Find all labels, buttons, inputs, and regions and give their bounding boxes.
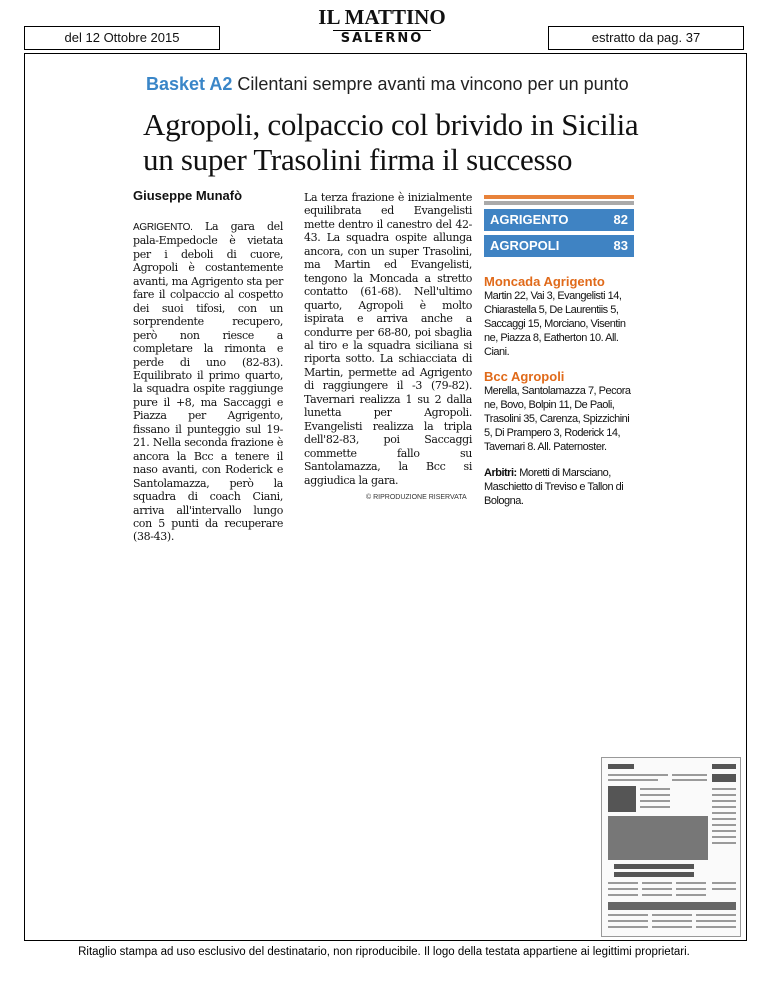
footer-notice: Ritaglio stampa ad uso esclusivo del destinatario, non riproducibile. Il logo della testata appartiene ai legittimi proprietari. [78, 946, 690, 958]
away-roster: Merella, Santolamazza 7, Pecora ne, Bovo, Bolpin 11, De Paoli, Trasolini 35, Carenza, Spizzichini 5, Di Prampero 3, Roderick 14, Tavernari 8. All. Paternoster. [484, 385, 631, 453]
thumb-line [640, 806, 670, 808]
thumb-line [712, 882, 736, 884]
thumb-line [712, 888, 736, 890]
score-row-away [484, 235, 634, 257]
newspaper-logo [312, 6, 452, 48]
article-headline [143, 107, 643, 177]
thumb-line [608, 882, 638, 884]
article-column-2 [304, 191, 472, 487]
thumb-line [696, 920, 736, 922]
section-label: Basket A2 [146, 74, 233, 94]
away-score: 83 [613, 238, 628, 253]
referees [484, 466, 634, 508]
scoreboard [484, 195, 634, 257]
column-1-text: La gara del pala-Empedocle è vietata per i deboli di cuore, Agropoli è costantemente avanti, ma Agrigento sta per fare il colpaccio al cospetto dei suoi tifosi, con un sorprendente recupero, però non riesce a completare la rimonta e perde di uno (82-83). Equilibrato il primo quarto, la squadra ospite raggiunge pure il +8, ma Saccaggi e Piazza per Agrigento, fissano il punteggio sul 19-21. Nella seconda frazione è ancora la Bcc a tenere il naso avanti, con Roderick e Santolamazza, però la squadra di coach Ciani, arriva all'intervallo lungo con 5 punti da recuperare (38-43). [133, 220, 283, 544]
thumb-photo [608, 786, 636, 812]
thumb-line [712, 824, 736, 826]
home-roster: Martin 22, Vai 3, Evangelisti 14, Chiarastella 5, De Laurentiis 5, Saccaggi 15, Morciano, Visentin ne, Piazza 8, Eatherton 10. All. Ciani. [484, 290, 626, 358]
thumb-line [712, 806, 736, 808]
away-team: AGROPOLI [490, 238, 560, 253]
scoreboard-stripe [484, 195, 634, 199]
thumb-line [608, 926, 648, 928]
thumb-line [676, 894, 706, 896]
kicker-text: Cilentani sempre avanti ma vincono per un punto [237, 74, 629, 94]
thumb-line [712, 818, 736, 820]
thumb-mark [712, 764, 736, 769]
thumb-line [712, 836, 736, 838]
article-column-1 [133, 220, 283, 544]
thumb-line [676, 882, 706, 884]
article-kicker [146, 74, 629, 95]
thumb-mark [608, 764, 634, 769]
thumb-line [608, 914, 648, 916]
date-box: del 12 Ottobre 2015 [24, 26, 220, 50]
home-team: AGRIGENTO [490, 212, 569, 227]
copyright-notice: © RIPRODUZIONE RISERVATA [366, 494, 467, 501]
home-score: 82 [613, 212, 628, 227]
scoreboard-stripe-grey [484, 201, 634, 205]
thumb-line [608, 888, 638, 890]
thumb-line [712, 794, 736, 796]
thumb-line [712, 788, 736, 790]
thumb-line [696, 926, 736, 928]
thumb-line [712, 812, 736, 814]
page-thumbnail [601, 757, 741, 937]
headline-line-2: un super Trasolini firma il successo [143, 142, 573, 177]
thumb-line [652, 914, 692, 916]
headline-line-1: Agropoli, colpaccio col brivido in Sicilia [143, 107, 639, 142]
dateline: AGRIGENTO. [133, 222, 193, 233]
thumb-mark [712, 774, 736, 782]
thumb-photo [608, 816, 708, 860]
thumb-line [712, 842, 736, 844]
away-roster-title: Bcc Agropoli [484, 369, 565, 384]
thumb-line [642, 888, 672, 890]
thumb-line [712, 800, 736, 802]
page-box: estratto da pag. 37 [548, 26, 744, 50]
thumb-line [608, 779, 658, 781]
thumb-line [652, 920, 692, 922]
logo-name: IL MATTINO [318, 5, 446, 29]
thumb-line [608, 774, 668, 776]
home-roster-title: Moncada Agrigento [484, 274, 605, 289]
thumb-line [712, 830, 736, 832]
thumb-mark [608, 902, 736, 910]
thumb-line [652, 926, 692, 928]
thumb-line [696, 914, 736, 916]
thumb-line [640, 800, 670, 802]
thumb-line [608, 920, 648, 922]
thumb-line [676, 888, 706, 890]
thumb-line [642, 894, 672, 896]
score-row-home [484, 209, 634, 231]
thumb-line [608, 894, 638, 896]
thumb-mark [614, 864, 694, 869]
byline: Giuseppe Munafò [133, 188, 243, 203]
logo-edition: SALERNO [333, 30, 432, 47]
referees-label: Arbitri: [484, 467, 517, 479]
thumb-line [640, 788, 670, 790]
column-2-text: La terza frazione è inizialmente equilibrata ed Evangelisti mette dentro il canestro del 42-43. La squadra ospite allunga ancora, con un super Trasolini, ma Martin ed Evangelisti, tengono la Moncada a stretto contatto (61-68). Nell'ultimo quarto, Agropoli è molto ispirata e arriva anche a condurre per 68-80, poi sbaglia al tiro e la squadra siciliana si riporta sotto. La schiacciata di Martin, permette ad Agrigento di raggiungere il -3 (79-82). Tavernari realizza 1 su 2 dalla lunetta per Agropoli. Evangelisti realizza la tripla dell'82-83, poi Saccaggi commette fallo su Santolamazza, la Bcc si aggiudica la gara. [304, 191, 472, 487]
referees-text: Moretti di Marsciano, Maschietto di Treviso e Tallon di Bologna. [484, 467, 624, 507]
thumb-line [642, 882, 672, 884]
thumb-line [640, 794, 670, 796]
thumb-mark [614, 872, 694, 877]
thumb-line [672, 774, 707, 776]
thumb-line [672, 779, 707, 781]
